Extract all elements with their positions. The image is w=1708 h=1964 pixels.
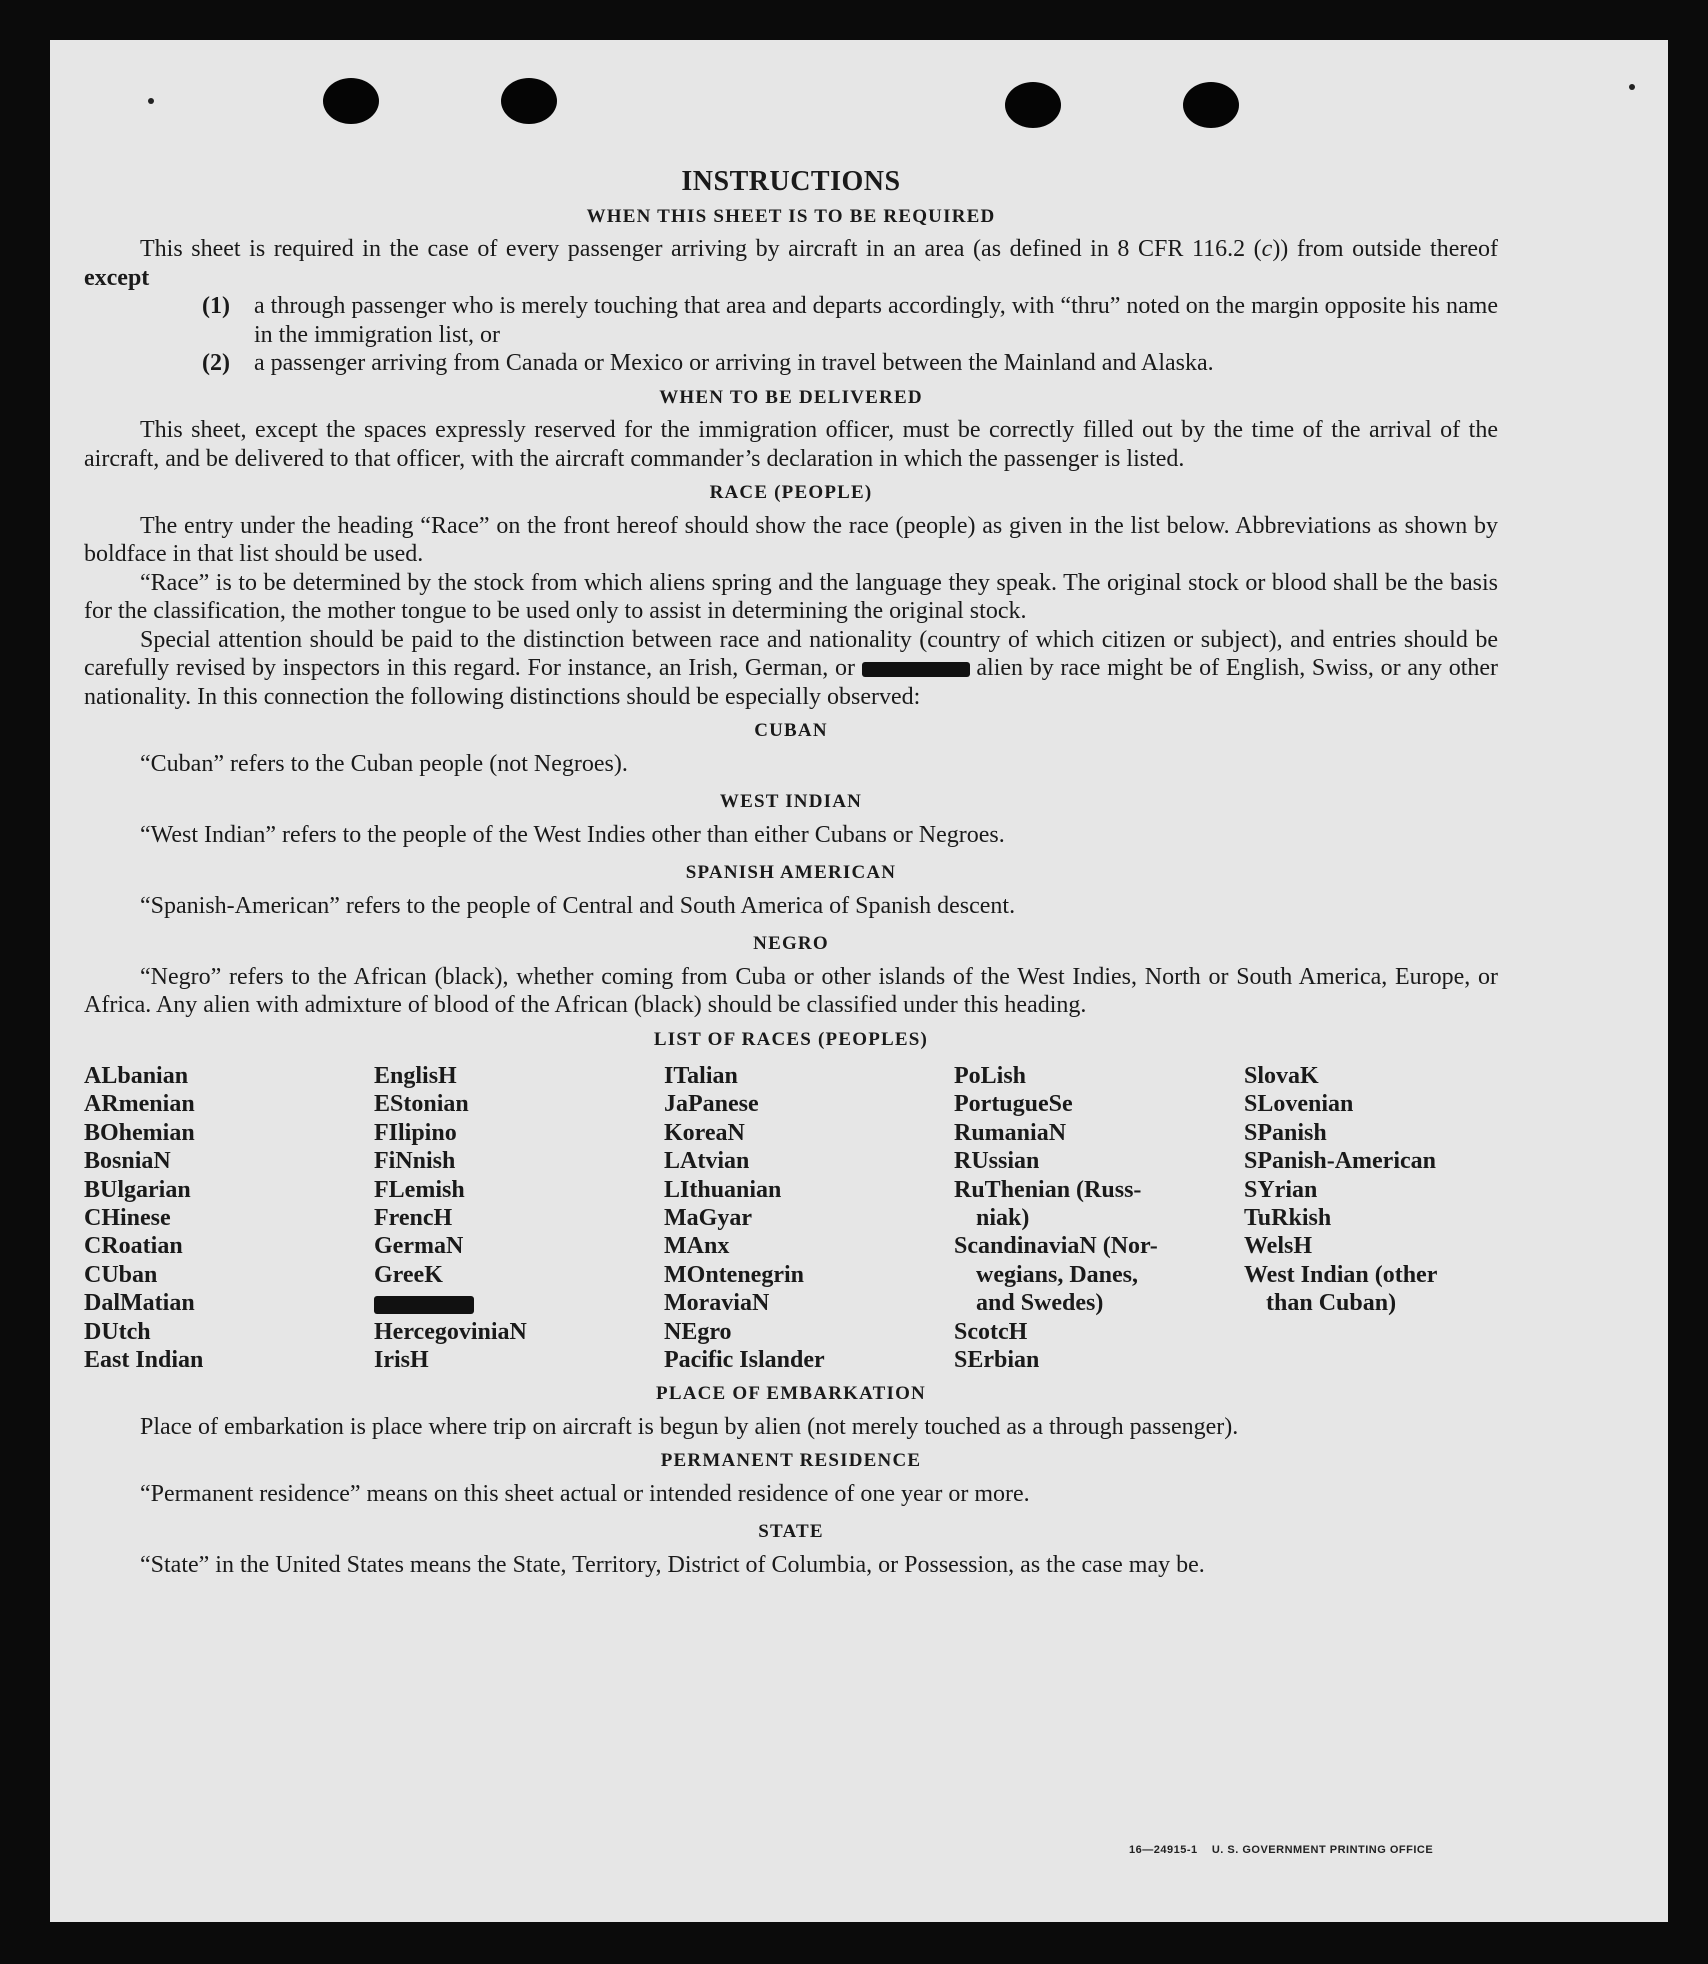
race-entry: IrisH xyxy=(374,1347,429,1374)
race-column-1 xyxy=(84,1062,374,1374)
heading-cuban: CUBAN xyxy=(754,720,828,741)
race-entry-continued: than Cuban) xyxy=(1266,1290,1397,1317)
race-entry: SLovenian xyxy=(1244,1091,1354,1118)
race-entry: MaGyar xyxy=(664,1205,752,1232)
race-paragraph-3a: Special attention should be paid to the distinction between race and nationality (country of which citizen or subject), and entries should be carefully revised by inspectors in this regard. For instance, an Irish, German, or xyxy=(84,626,1498,681)
heading-spanish-american: SPANISH AMERICAN xyxy=(685,862,897,883)
required-intro-text-b: )) from outside thereof xyxy=(1272,236,1498,262)
printer-name: U. S. GOVERNMENT PRINTING OFFICE xyxy=(1211,1844,1434,1856)
race-entry: RuThenian (Russ- xyxy=(954,1176,1142,1203)
race-entry: DalMatian xyxy=(84,1290,195,1317)
race-paragraph-1: The entry under the heading “Race” on the front hereof should show the race (people) as given in the list below. Abbreviations as shown by boldface in that list should be used. xyxy=(84,512,1498,567)
race-entry: LAtvian xyxy=(664,1148,750,1175)
race-list xyxy=(84,1062,1498,1374)
race-entry: MoraviaN xyxy=(664,1290,770,1317)
race-entry: JaPanese xyxy=(664,1091,759,1118)
race-entry: DUtch xyxy=(84,1318,151,1345)
heading-west-indian: WEST INDIAN xyxy=(719,791,863,812)
race-paragraph-3b: alien by race might be of English, Swiss, or any other nationality. In this connection the following distinctions should be especially observed: xyxy=(84,655,1499,710)
form-code: 16—24915-1 xyxy=(1129,1844,1198,1856)
delivered-text: This sheet, except the spaces expressly reserved for the immigration officer, must be correctly filled out by the time of the arrival of the aircraft, and be delivered to that officer, with the aircraft commander’s declaration in which the passenger is listed. xyxy=(84,417,1498,472)
paper-speck xyxy=(1629,84,1635,90)
required-item-number: (1) xyxy=(202,293,230,319)
race-column-2 xyxy=(374,1062,664,1374)
race-entry: ARmenian xyxy=(84,1091,195,1118)
race-entry-redacted xyxy=(374,1289,664,1317)
race-entry: LIthuanian xyxy=(664,1176,782,1203)
required-intro-c: c xyxy=(1261,236,1273,262)
required-intro-except: except xyxy=(84,264,150,291)
heading-negro: NEGRO xyxy=(753,933,829,954)
race-entry: NEgro xyxy=(664,1318,732,1345)
required-intro xyxy=(84,235,1498,292)
race-column-5 xyxy=(1244,1062,1534,1374)
negro-text: “Negro” refers to the African (black), whether coming from Cuba or other islands of the West Indies, North or South America, Europe, or Africa. Any alien with admixture of blood of the African (black) should be classified under this heading. xyxy=(84,963,1498,1018)
race-entry: ITalian xyxy=(664,1063,738,1089)
required-item-text: a through passenger who is merely touching that area and departs accordingly, with “thru” noted on the margin opposite his name in the immigration list, or xyxy=(254,293,1498,348)
race-entry: PoLish xyxy=(954,1063,1027,1089)
race-entry: MOntenegrin xyxy=(664,1261,804,1288)
race-entry: FiNnish xyxy=(374,1148,456,1175)
race-entry: BosniaN xyxy=(84,1148,171,1175)
heading-race: RACE (PEOPLE) xyxy=(709,482,873,503)
race-entry-continued: and Swedes) xyxy=(976,1290,1104,1317)
race-paragraph-2: “Race” is to be determined by the stock from which aliens spring and the language they speak. The original stock or blood shall be the basis for the classification, the mother tongue to be used only to assist in determining the original stock. xyxy=(84,569,1498,624)
cuban-text: “Cuban” refers to the Cuban people (not Negroes). xyxy=(140,750,628,777)
required-item-number: (2) xyxy=(202,350,230,376)
document-sheet xyxy=(50,40,1668,1922)
residence-text: “Permanent residence” means on this sheet actual or intended residence of one year or more. xyxy=(140,1480,1030,1507)
race-entry: BUlgarian xyxy=(84,1176,191,1203)
race-entry: ScotcH xyxy=(954,1318,1028,1345)
race-entry: FLemish xyxy=(374,1176,465,1203)
race-entry: ALbanian xyxy=(84,1063,189,1089)
redaction-mark xyxy=(862,662,970,677)
race-entry-continued: wegians, Danes, xyxy=(976,1261,1139,1288)
required-intro-text: This sheet is required in the case of every passenger arriving by aircraft in an area (as defined in 8 CFR 116.2 ( xyxy=(140,236,1262,262)
redaction-mark xyxy=(374,1296,474,1314)
race-entry-continued: niak) xyxy=(976,1205,1030,1232)
heading-place-of-embarkation: PLACE OF EMBARKATION xyxy=(656,1383,926,1405)
page-title: INSTRUCTIONS xyxy=(681,166,901,197)
punch-hole xyxy=(501,78,557,124)
race-entry: WelsH xyxy=(1244,1233,1313,1260)
race-entry: SErbian xyxy=(954,1347,1040,1374)
race-entry: CHinese xyxy=(84,1205,171,1232)
heading-list-of-races: LIST OF RACES (PEOPLES) xyxy=(653,1028,929,1050)
instructions-body xyxy=(84,168,1498,1579)
embarkation-text: Place of embarkation is place where trip on aircraft is begun by alien (not merely touched as a through passenger). xyxy=(140,1413,1239,1440)
race-entry: BOhemian xyxy=(84,1119,195,1146)
race-entry: KoreaN xyxy=(664,1119,745,1146)
heading-when-required: WHEN THIS SHEET IS TO BE REQUIRED xyxy=(586,205,996,227)
race-entry: TuRkish xyxy=(1244,1205,1332,1232)
heading-state: STATE xyxy=(758,1521,824,1543)
race-paragraph-3 xyxy=(84,626,1498,712)
race-entry: GreeK xyxy=(374,1261,443,1288)
race-entry: FrencH xyxy=(374,1205,453,1232)
printer-imprint xyxy=(1129,1844,1433,1856)
race-entry: CUban xyxy=(84,1261,158,1288)
race-entry: SlovaK xyxy=(1244,1063,1319,1089)
race-entry: EStonian xyxy=(374,1091,469,1118)
punch-hole xyxy=(323,78,379,124)
race-entry: West Indian (other xyxy=(1244,1261,1438,1288)
race-column-3 xyxy=(664,1062,954,1374)
race-entry: EnglisH xyxy=(374,1063,457,1089)
required-item xyxy=(202,349,1498,378)
spanish-american-text: “Spanish-American” refers to the people of Central and South America of Spanish descent. xyxy=(140,892,1016,919)
race-entry: East Indian xyxy=(84,1347,204,1374)
race-entry: SPanish xyxy=(1244,1119,1327,1146)
required-item xyxy=(202,292,1498,349)
west-indian-text: “West Indian” refers to the people of the West Indies other than either Cubans or Negroes. xyxy=(140,821,1005,848)
race-entry: CRoatian xyxy=(84,1233,183,1260)
race-entry: RumaniaN xyxy=(954,1119,1067,1146)
required-item-text: a passenger arriving from Canada or Mexico or arriving in travel between the Mainland and Alaska. xyxy=(254,350,1214,376)
race-entry: GermaN xyxy=(374,1233,464,1260)
heading-permanent-residence: PERMANENT RESIDENCE xyxy=(660,1450,922,1472)
race-entry: Pacific Islander xyxy=(664,1347,825,1374)
race-entry: RUssian xyxy=(954,1148,1040,1175)
race-entry: PortugueSe xyxy=(954,1091,1073,1118)
race-entry: HercegoviniaN xyxy=(374,1318,527,1345)
state-text: “State” in the United States means the State, Territory, District of Columbia, or Possession, as the case may be. xyxy=(140,1551,1205,1578)
punch-hole xyxy=(1005,82,1061,128)
race-entry: SPanish-American xyxy=(1244,1148,1436,1175)
race-entry: FIlipino xyxy=(374,1119,457,1146)
heading-when-delivered: WHEN TO BE DELIVERED xyxy=(659,386,923,408)
paper-speck xyxy=(148,98,154,104)
punch-hole xyxy=(1183,82,1239,128)
race-entry: ScandinaviaN (Nor- xyxy=(954,1233,1158,1260)
race-column-4 xyxy=(954,1062,1244,1374)
race-entry: MAnx xyxy=(664,1233,730,1260)
race-entry: SYrian xyxy=(1244,1176,1318,1203)
